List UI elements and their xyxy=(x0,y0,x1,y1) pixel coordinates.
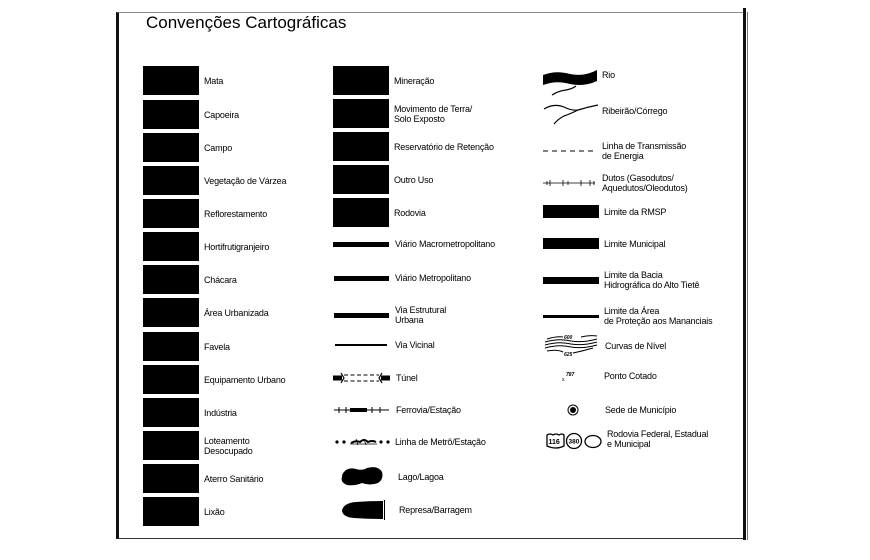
legend-label: Túnel xyxy=(396,373,418,383)
legend-item-via-vicinal xyxy=(335,340,435,350)
legend-item-vegetacao-varzea xyxy=(143,166,286,195)
legend-label-line-1: Via Estrutural xyxy=(395,305,447,315)
thick-bar-icon xyxy=(543,238,599,249)
legend-item-represa xyxy=(340,500,472,520)
legend-label: Lixão xyxy=(204,506,225,517)
legend-label-line-2: Solo Exposto xyxy=(394,113,445,124)
thick-bar-icon xyxy=(543,205,599,218)
legend-label-line-2: Aquedutos/Oleodutos) xyxy=(602,183,688,193)
legend-label xyxy=(395,305,446,325)
legend-label: Sede de Município xyxy=(605,405,677,415)
legend-item-loteamento-desocupado xyxy=(143,431,253,460)
legend-label: Mineração xyxy=(394,75,435,86)
legend-label: Linha de Metrô/Estação xyxy=(395,437,486,447)
legend-label-line-2: Urbana xyxy=(395,315,424,325)
thick-line-icon xyxy=(334,313,389,318)
swatch-icon xyxy=(333,132,389,161)
legend-item-mata xyxy=(143,66,223,95)
legend-label-line-1: Limite da Área xyxy=(604,306,660,316)
legend-label: Lago/Lagoa xyxy=(398,472,444,482)
lake-icon xyxy=(340,466,384,488)
legend-label xyxy=(602,173,688,193)
legend-item-ponto-cotado xyxy=(562,370,657,382)
legend-item-favela xyxy=(143,332,230,361)
swatch-icon xyxy=(333,99,389,128)
legend-label xyxy=(602,141,686,161)
legend-label: Hortifrutigranjeiro xyxy=(204,241,270,252)
swatch-icon xyxy=(333,198,389,227)
legend-label-line-1: Dutos (Gasodutos/ xyxy=(602,173,674,183)
dashed-line-icon xyxy=(543,141,597,161)
legend-item-industria xyxy=(143,398,237,427)
legend-label: Favela xyxy=(204,341,230,352)
legend-item-metro xyxy=(334,436,486,448)
metro-icon xyxy=(334,436,391,448)
swatch-icon xyxy=(143,232,199,261)
legend-label xyxy=(394,104,472,124)
line-icon xyxy=(543,315,599,318)
legend-label-line-1: Rodovia Federal, Estadual xyxy=(607,429,709,439)
swatch-icon xyxy=(143,166,199,195)
legend-label: Aterro Sanitário xyxy=(204,473,264,484)
legend-item-sede-municipio xyxy=(567,404,676,416)
legend-item-equipamento-urbano xyxy=(143,365,285,394)
railway-icon xyxy=(334,405,389,415)
swatch-icon xyxy=(143,398,199,427)
swatch-icon xyxy=(143,497,199,526)
frame-right-border-thin xyxy=(747,12,748,540)
legend-label-line-2: Hidrográfica do Alto Tietê xyxy=(604,280,700,290)
legend-item-limite-area-protecao xyxy=(543,306,712,326)
legend-item-area-urbanizada xyxy=(143,298,269,327)
contour-lines-icon xyxy=(543,333,599,359)
legend-item-linha-transmissao xyxy=(543,141,686,161)
legend-item-limite-bacia xyxy=(543,270,699,290)
svg-text:787: 787 xyxy=(566,372,575,378)
legend-label: Represa/Barragem xyxy=(399,505,472,515)
legend-item-viario-macrometropolitano xyxy=(333,239,495,249)
legend-label-line-2: Desocupado xyxy=(204,445,253,456)
legend-label-line-2: de Proteção aos Mananciais xyxy=(604,316,713,326)
legend-item-rodovia xyxy=(333,198,426,227)
swatch-icon xyxy=(143,100,199,129)
swatch-icon xyxy=(143,265,199,294)
legend-label: Curvas de Nível xyxy=(605,341,667,351)
legend-label: Via Vicinal xyxy=(395,340,435,350)
legend-label xyxy=(607,429,708,449)
legend-item-limite-municipal xyxy=(543,238,665,249)
legend-label: Rio xyxy=(602,70,615,80)
legend-item-rodovia-shields xyxy=(546,429,709,450)
legend-item-lixao xyxy=(143,497,225,526)
legend-item-outro-uso xyxy=(333,165,433,194)
stream-icon xyxy=(542,101,598,127)
legend-label: Reflorestamento xyxy=(204,208,268,219)
legend-label: Mata xyxy=(204,75,224,86)
legend-item-hortifrutigranjeiro xyxy=(143,232,269,261)
legend-item-reflorestamento xyxy=(143,199,267,228)
legend-item-curvas-nivel xyxy=(543,333,666,359)
legend-label-line-1: Linha de Transmissão xyxy=(602,141,687,151)
legend-label: Vegetação de Várzea xyxy=(204,175,287,186)
legend-item-via-estrutural-urbana xyxy=(334,305,446,325)
legend-label: Indústria xyxy=(204,407,237,418)
swatch-icon xyxy=(143,199,199,228)
swatch-icon xyxy=(143,332,199,361)
legend-label: Chácara xyxy=(204,274,237,285)
legend-item-aterro-sanitario xyxy=(143,464,263,493)
legend-label-line-1: Limite da Bacia xyxy=(604,270,663,280)
legend-item-dutos xyxy=(543,173,688,193)
legend-label: Ribeirão/Córrego xyxy=(602,106,668,116)
legend-item-campo xyxy=(143,133,232,162)
medium-bar-icon xyxy=(543,277,599,284)
legend-label: Área Urbanizada xyxy=(204,307,269,318)
swatch-icon xyxy=(333,165,389,194)
legend-label: Reservatório de Retenção xyxy=(394,141,494,152)
legend-label: Limite da RMSP xyxy=(604,206,667,217)
swatch-icon xyxy=(333,66,389,95)
swatch-icon xyxy=(143,431,199,460)
legend-label: Ferrovia/Estação xyxy=(396,405,461,415)
frame-right-border xyxy=(743,8,746,540)
svg-text:600: 600 xyxy=(564,335,573,341)
tunnel-icon xyxy=(333,372,390,384)
dam-icon xyxy=(340,500,386,520)
legend-label: Equipamento Urbano xyxy=(204,374,286,385)
svg-text:x: x xyxy=(562,377,565,382)
legend-item-ribeirao xyxy=(542,101,667,127)
legend-label-line-1: Movimento de Terra/ xyxy=(394,103,473,114)
swatch-icon xyxy=(143,298,199,327)
legend-item-chacara xyxy=(143,265,237,294)
river-icon xyxy=(542,67,598,97)
swatch-icon xyxy=(143,365,199,394)
legend-label: Limite Municipal xyxy=(604,238,666,249)
legend-label-line-2: de Energia xyxy=(602,151,644,161)
legend-label xyxy=(204,436,253,456)
swatch-icon xyxy=(143,66,199,95)
legend-label: Viário Metropolitano xyxy=(395,273,471,283)
legend-label-line-1: Loteamento xyxy=(204,435,250,446)
legend-label: Ponto Cotado xyxy=(604,371,657,381)
thin-line-icon xyxy=(335,344,387,346)
duct-icon xyxy=(543,173,597,193)
legend-item-tunel xyxy=(333,372,418,384)
legend-label: Campo xyxy=(204,142,233,153)
legend-item-capoeira xyxy=(143,100,239,129)
legend-item-limite-rmsp xyxy=(543,205,666,218)
legend-label: Viário Macrometropolitano xyxy=(395,239,495,249)
svg-text:625: 625 xyxy=(564,352,573,358)
thick-line-icon xyxy=(333,242,389,247)
legend-label-line-2: e Municipal xyxy=(607,439,651,449)
legend-item-ferrovia xyxy=(334,405,461,415)
swatch-icon xyxy=(143,133,199,162)
legend-item-reservatorio-retencao xyxy=(333,132,494,161)
legend-title: Convenções Cartográficas xyxy=(146,13,347,32)
legend-label: Outro Uso xyxy=(394,174,434,185)
legend-label: Rodovia xyxy=(394,207,426,218)
swatch-icon xyxy=(143,464,199,493)
svg-text:380: 380 xyxy=(568,438,580,446)
legend-item-mineracao xyxy=(333,66,434,95)
legend-label: Capoeira xyxy=(204,109,239,120)
legend-item-rio xyxy=(542,67,615,97)
legend-item-movimento-terra xyxy=(333,99,472,128)
municipal-seat-icon xyxy=(567,404,579,416)
svg-text:116: 116 xyxy=(548,439,560,446)
thick-line-icon xyxy=(334,276,389,281)
legend-item-lago xyxy=(340,466,444,488)
legend-label xyxy=(604,270,699,290)
spot-height-icon xyxy=(562,370,580,382)
legend-label xyxy=(604,306,712,326)
legend-item-viario-metropolitano xyxy=(334,273,471,283)
highway-shields-icon xyxy=(546,432,604,450)
